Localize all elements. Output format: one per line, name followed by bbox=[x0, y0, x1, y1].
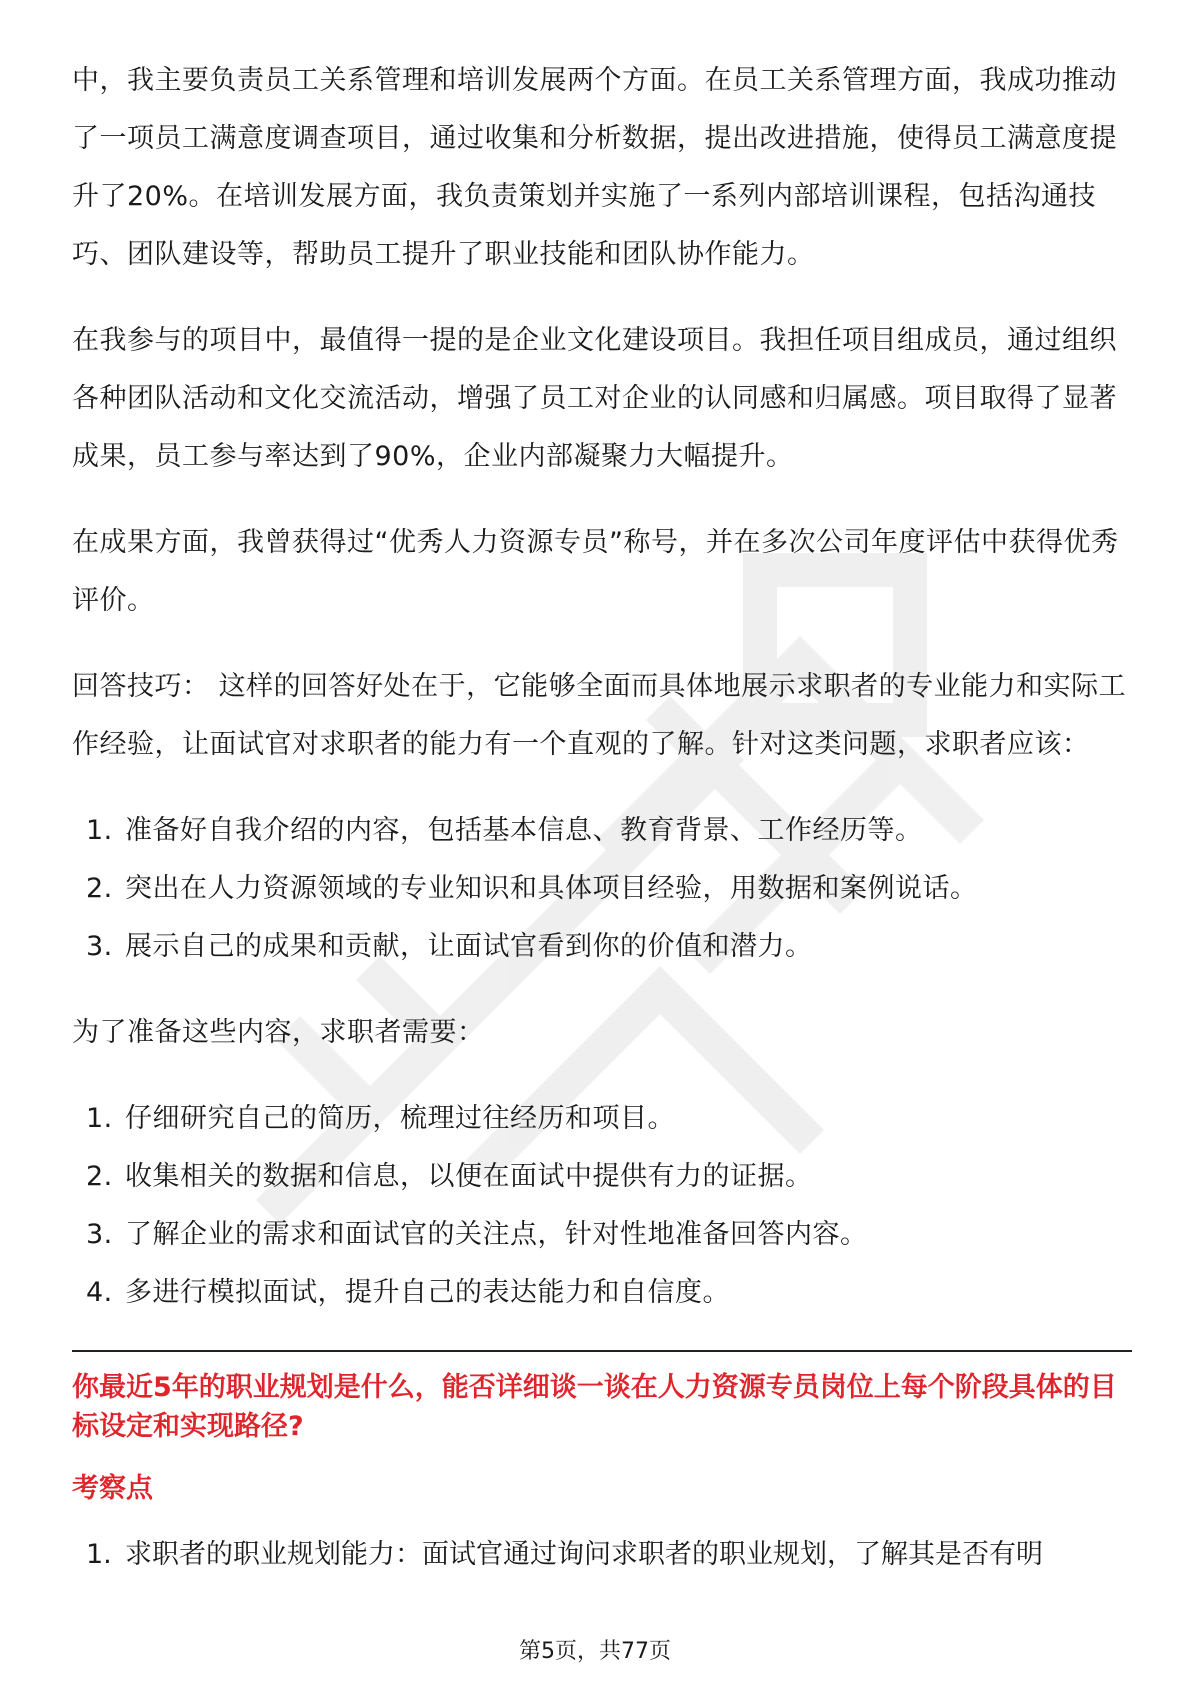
preparation-list bbox=[72, 1090, 1132, 1322]
list-number: 2. bbox=[86, 1161, 113, 1192]
paragraph: 回答技巧： 这样的回答好处在于，它能够全面而具体地展示求职者的专业能力和实际工作经验，让面试官对求职者的能力有一个直观的了解。针对这类问题，求职者应该： bbox=[72, 671, 1127, 760]
list-item-text: 求职者的职业规划能力：面试官通过询问求职者的职业规划，了解其是否有明 bbox=[125, 1539, 1043, 1570]
list-number: 3. bbox=[86, 931, 113, 962]
list-number: 1. bbox=[86, 815, 113, 846]
list-number: 4. bbox=[86, 1277, 113, 1308]
list-item-text: 准备好自我介绍的内容，包括基本信息、教育背景、工作经历等。 bbox=[125, 815, 923, 846]
list-item bbox=[72, 860, 1132, 918]
list-item-text: 仔细研究自己的简历，梳理过往经历和项目。 bbox=[125, 1103, 675, 1134]
paragraph: 在我参与的项目中，最值得一提的是企业文化建设项目。我担任项目组成员，通过组织各种团队活动和文化交流活动，增强了员工对企业的认同感和归属感。项目取得了显著成果，员工参与率达到了90%，企业内部凝聚力大幅提升。 bbox=[72, 325, 1117, 472]
list-number: 1. bbox=[86, 1539, 112, 1570]
list-item bbox=[72, 1206, 1132, 1264]
page-number: 第5页，共77页 bbox=[519, 1639, 671, 1664]
list-item bbox=[72, 918, 1132, 976]
list-item-text: 多进行模拟面试，提升自己的表达能力和自信度。 bbox=[125, 1277, 730, 1308]
list-item bbox=[72, 802, 1132, 860]
paragraph: 中，我主要负责员工关系管理和培训发展两个方面。在员工关系管理方面，我成功推动了一项员工满意度调查项目，通过收集和分析数据，提出改进措施，使得员工满意度提升了20%。在培训发展方面，我负责策划并实施了一系列内部培训课程，包括沟通技巧、团队建设等，帮助员工提升了职业技能和团队协作能力。 bbox=[72, 65, 1117, 270]
section-divider bbox=[72, 1350, 1132, 1352]
section-label: 考察点 bbox=[72, 1473, 153, 1504]
question-heading: 你最近5年的职业规划是什么，能否详细谈一谈在人力资源专员岗位上每个阶段具体的目标设定和实现路径? bbox=[72, 1372, 1117, 1442]
list-item bbox=[72, 1148, 1132, 1206]
list-number: 3. bbox=[86, 1219, 113, 1250]
document-body bbox=[72, 52, 1132, 1570]
list-number: 1. bbox=[86, 1103, 113, 1134]
list-item-text: 了解企业的需求和面试官的关注点，针对性地准备回答内容。 bbox=[125, 1219, 868, 1250]
paragraph: 为了准备这些内容，求职者需要： bbox=[72, 1017, 485, 1048]
paragraph: 在成果方面，我曾获得过“优秀人力资源专员”称号，并在多次公司年度评估中获得优秀评价。 bbox=[72, 527, 1119, 616]
list-item-text: 展示自己的成果和贡献，让面试官看到你的价值和潜力。 bbox=[125, 931, 813, 962]
truncated-list-item bbox=[72, 1526, 1132, 1570]
list-number: 2. bbox=[86, 873, 113, 904]
list-item-text: 突出在人力资源领域的专业知识和具体项目经验，用数据和案例说话。 bbox=[125, 873, 978, 904]
list-item bbox=[72, 1090, 1132, 1148]
answer-tips-list bbox=[72, 802, 1132, 976]
list-item-text: 收集相关的数据和信息，以便在面试中提供有力的证据。 bbox=[125, 1161, 813, 1192]
list-item bbox=[72, 1264, 1132, 1322]
